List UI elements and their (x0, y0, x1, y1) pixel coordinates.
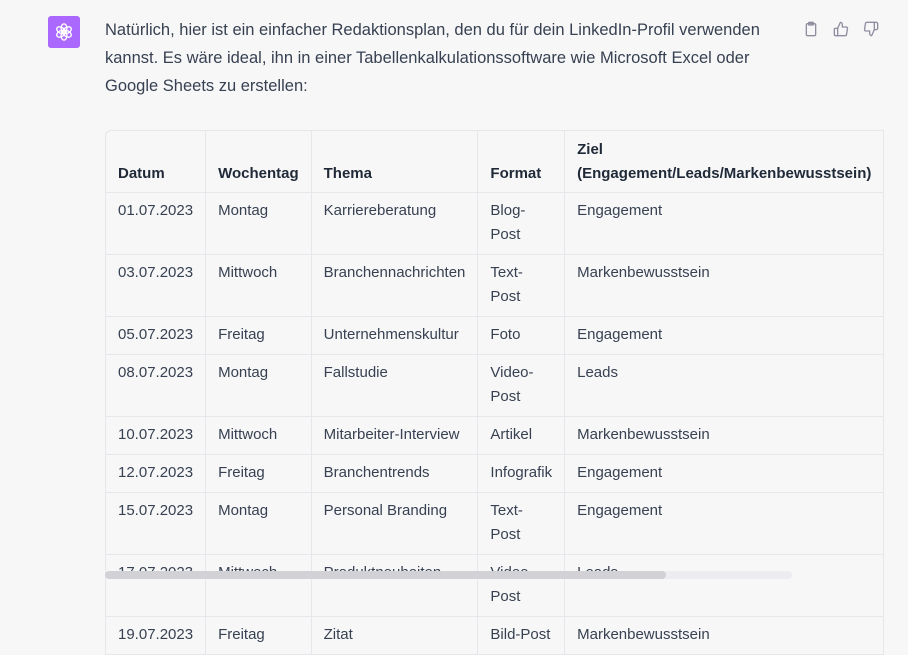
header-wochentag: Wochentag (206, 131, 312, 193)
cell-datum: 01.07.2023 (106, 193, 206, 255)
table-row (106, 617, 884, 655)
header-thema: Thema (312, 131, 479, 193)
table-row (106, 555, 884, 617)
cell-thema: Fallstudie (312, 355, 479, 417)
openai-logo-icon (53, 21, 75, 43)
cell-wochentag: Mittwoch (206, 417, 312, 455)
cell-format: Video-Post (478, 355, 565, 417)
cell-wochentag: Montag (206, 493, 312, 555)
cell-format: Post (478, 555, 565, 617)
cell-datum: 08.07.2023 (106, 355, 206, 417)
cell-datum: 12.07.2023 (106, 455, 206, 493)
dislike-button[interactable] (862, 20, 880, 38)
cell-datum: 15.07.2023 (106, 493, 206, 555)
thumbs-up-icon (833, 21, 849, 37)
cell-thema: Branchennachrichten (312, 255, 479, 317)
table-row (106, 493, 884, 555)
cell-format: Bild-Post (478, 617, 565, 655)
cell-format: Infografik (478, 455, 565, 493)
cell-ziel: Leads (565, 355, 884, 417)
table-row (106, 317, 884, 355)
assistant-avatar (48, 16, 80, 48)
scrollbar-thumb[interactable] (105, 571, 666, 579)
cell-ziel: Engagement (565, 493, 884, 555)
cell-format: Foto (478, 317, 565, 355)
table-row (106, 417, 884, 455)
cell-thema: Karriereberatung (312, 193, 479, 255)
cell-thema: Mitarbeiter-Interview (312, 417, 479, 455)
cell-thema: Zitat (312, 617, 479, 655)
table-row (106, 255, 884, 317)
cell-wochentag: Freitag (206, 455, 312, 493)
assistant-message-text: Natürlich, hier ist ein einfacher Redaktionsplan, den du für dein LinkedIn-Profil verwenden kannst. Es wäre ideal, ihn in einer Tabellenkalkulationssoftware wie Microsoft Excel oder Google Sheets zu erstellen: (105, 21, 760, 95)
cell-datum: 10.07.2023 (106, 417, 206, 455)
cell-wochentag: Montag (206, 193, 312, 255)
cell-wochentag: Freitag (206, 617, 312, 655)
cell-format: Text-Post (478, 493, 565, 555)
cell-datum: 03.07.2023 (106, 255, 206, 317)
copy-button[interactable] (802, 20, 820, 38)
cell-thema: Branchentrends (312, 455, 479, 493)
cell-ziel: Markenbewusstsein (565, 617, 884, 655)
cell-format: Artikel (478, 417, 565, 455)
cell-format: Blog-Post (478, 193, 565, 255)
header-ziel: Ziel (Engagement/Leads/Markenbewusstsein) (565, 131, 884, 193)
cell-ziel: Engagement (565, 455, 884, 493)
header-format: Format (478, 131, 565, 193)
clipboard-icon (803, 21, 819, 37)
cell-wochentag: Montag (206, 355, 312, 417)
table-row (106, 193, 884, 255)
cell-ziel: Engagement (565, 317, 884, 355)
message-actions (802, 20, 880, 38)
cell-datum (106, 555, 206, 617)
cell-thema: Personal Branding (312, 493, 479, 555)
like-button[interactable] (832, 20, 850, 38)
table-row (106, 455, 884, 493)
cell-ziel (565, 555, 884, 617)
cell-wochentag: Freitag (206, 317, 312, 355)
table-row (106, 355, 884, 417)
thumbs-down-icon (863, 21, 879, 37)
cell-ziel: Markenbewusstsein (565, 255, 884, 317)
cell-wochentag (206, 555, 312, 617)
horizontal-scrollbar[interactable] (105, 571, 792, 579)
header-datum: Datum (106, 131, 206, 193)
cell-datum: 05.07.2023 (106, 317, 206, 355)
cell-thema: Unternehmenskultur (312, 317, 479, 355)
table-header-row (106, 131, 884, 193)
cell-ziel: Engagement (565, 193, 884, 255)
cell-format: Text-Post (478, 255, 565, 317)
cell-ziel: Markenbewusstsein (565, 417, 884, 455)
cell-datum: 19.07.2023 (106, 617, 206, 655)
cell-thema (312, 555, 479, 617)
table-scroll-container[interactable] (105, 130, 872, 643)
cell-wochentag: Mittwoch (206, 255, 312, 317)
